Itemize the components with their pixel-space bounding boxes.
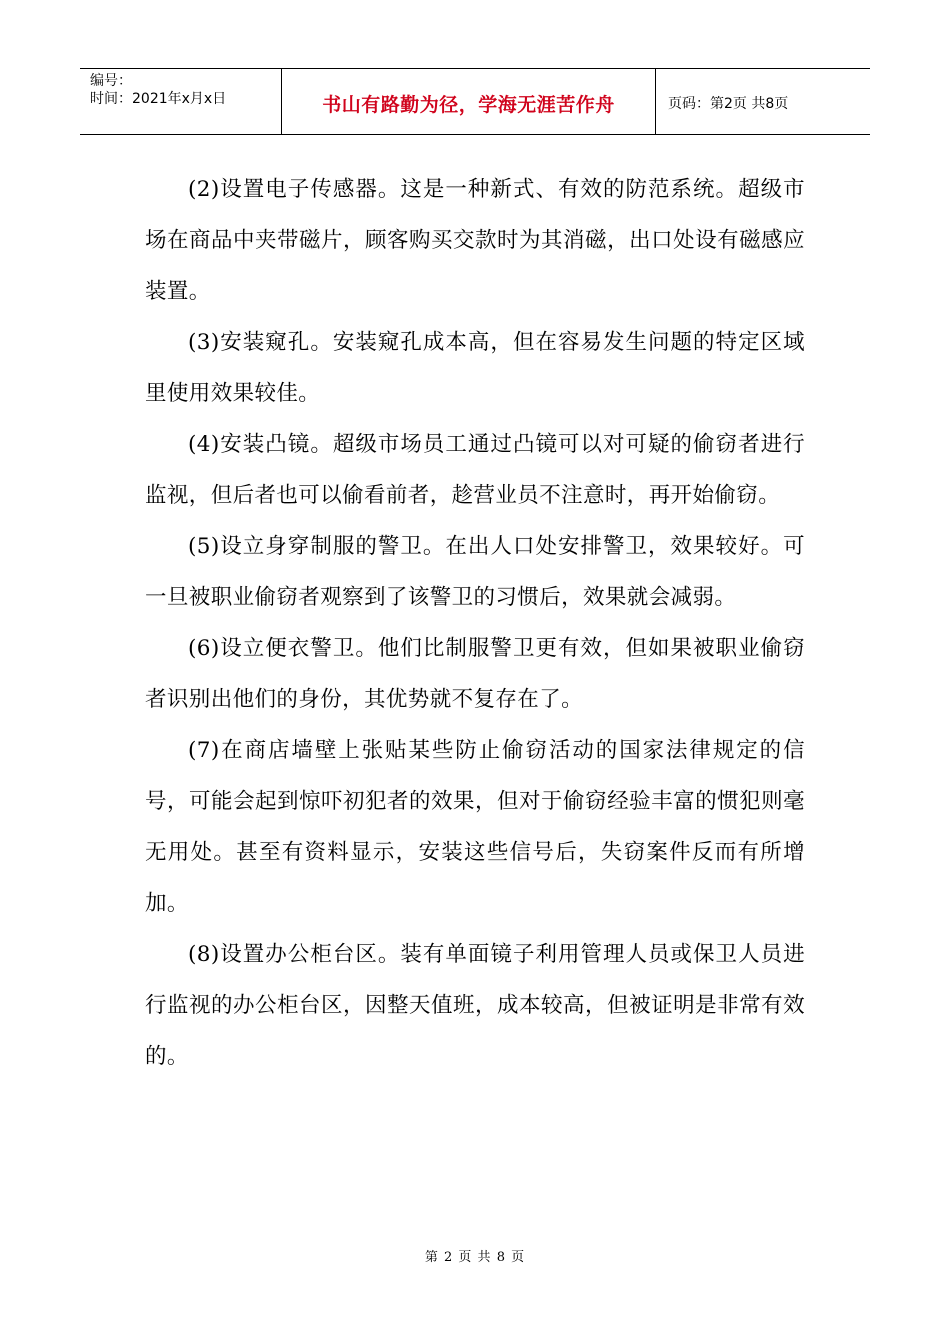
header-page-cell [656, 69, 870, 134]
paragraph: (4)安装凸镜。超级市场员工通过凸镜可以对可疑的偷窃者进行监视，但后者也可以偷看前者，趁营业员不注意时，再开始偷窃。 [145, 432, 805, 508]
header-left-cell [80, 69, 282, 134]
header-motto-cell [282, 69, 656, 134]
paragraph: (5)设立身穿制服的警卫。在出人口处安排警卫，效果较好。可一旦被职业偷窃者观察到了该警卫的习惯后，效果就会减弱。 [145, 534, 805, 610]
paragraph: (6)设立便衣警卫。他们比制服警卫更有效，但如果被职业偷窃者识别出他们的身份，其优势就不复存在了。 [145, 636, 805, 712]
number-label: 编号： [90, 73, 132, 89]
page-footer: 第 2 页 共 8 页 [424, 1250, 526, 1265]
paragraph: (7)在商店墙壁上张贴某些防止偷窃活动的国家法律规定的信号，可能会起到惊吓初犯者的效果，但对于偷窃经验丰富的惯犯则毫无用处。甚至有资料显示，安装这些信号后，失窃案件反而有所增加。 [145, 738, 805, 916]
document-header [80, 68, 870, 135]
paragraph: (3)安装窥孔。安装窥孔成本高，但在容易发生问题的特定区域里使用效果较佳。 [145, 330, 805, 406]
motto-text: 书山有路勤为径，学海无涯苦作舟 [322, 94, 615, 116]
time-label: 时间：2021年x月x日 [90, 91, 227, 107]
header-page-info: 页码：第2页 共8页 [668, 95, 789, 112]
paragraph: (8)设置办公柜台区。装有单面镜子利用管理人员或保卫人员进行监视的办公柜台区，因整天值班，成本较高，但被证明是非常有效的。 [145, 942, 805, 1069]
paragraph: (2)设置电子传感器。这是一种新式、有效的防范系统。超级市场在商品中夹带磁片，顾客购买交款时为其消磁，出口处设有磁感应装置。 [145, 177, 805, 304]
document-body [145, 164, 805, 1082]
